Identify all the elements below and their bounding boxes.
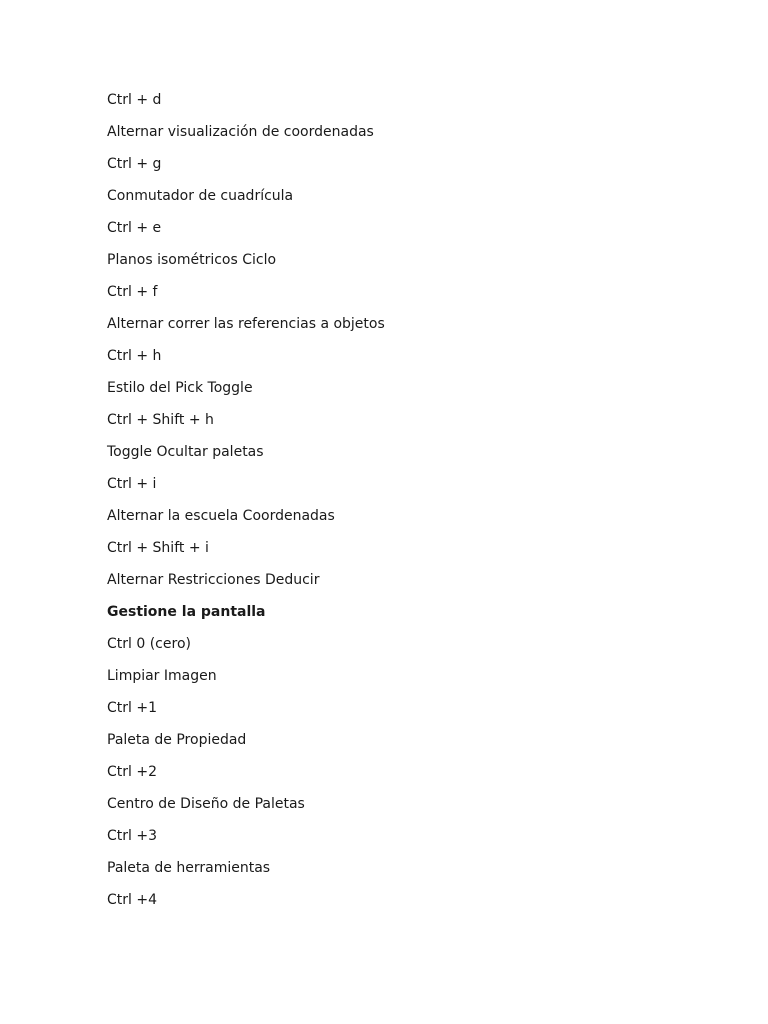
shortcut-key-line: Ctrl +3 <box>107 828 157 844</box>
shortcut-key-line: Ctrl + h <box>107 348 162 364</box>
shortcut-key-line: Ctrl +4 <box>107 892 157 908</box>
shortcut-description-line: Paleta de herramientas <box>107 860 271 876</box>
shortcut-key-line: Ctrl +1 <box>107 700 157 716</box>
shortcut-key-line: Ctrl + e <box>107 220 162 236</box>
shortcut-description-line: Alternar Restricciones Deducir <box>107 572 320 588</box>
shortcut-description-line: Alternar la escuela Coordenadas <box>107 508 335 524</box>
shortcut-description-line: Alternar correr las referencias a objetos <box>107 316 385 332</box>
shortcut-key-line: Ctrl +2 <box>107 764 157 780</box>
shortcut-description-line: Centro de Diseño de Paletas <box>107 796 305 812</box>
section-heading: Gestione la pantalla <box>107 604 266 620</box>
shortcut-description-line: Limpiar Imagen <box>107 668 217 684</box>
shortcut-key-line: Ctrl + i <box>107 476 157 492</box>
shortcut-key-line: Ctrl 0 (cero) <box>107 636 191 652</box>
shortcut-description-line: Planos isométricos Ciclo <box>107 252 277 268</box>
shortcut-key-line: Ctrl + Shift + i <box>107 540 209 556</box>
shortcut-description-line: Toggle Ocultar paletas <box>107 444 264 460</box>
shortcut-description-line: Estilo del Pick Toggle <box>107 380 253 396</box>
shortcut-description-line: Conmutador de cuadrícula <box>107 188 294 204</box>
shortcut-description-line: Alternar visualización de coordenadas <box>107 124 374 140</box>
shortcut-key-line: Ctrl + Shift + h <box>107 412 214 428</box>
shortcut-list <box>107 89 385 921</box>
shortcut-key-line: Ctrl + g <box>107 156 162 172</box>
shortcut-key-line: Ctrl + f <box>107 284 158 300</box>
shortcut-description-line: Paleta de Propiedad <box>107 732 247 748</box>
shortcut-key-line: Ctrl + d <box>107 92 162 108</box>
